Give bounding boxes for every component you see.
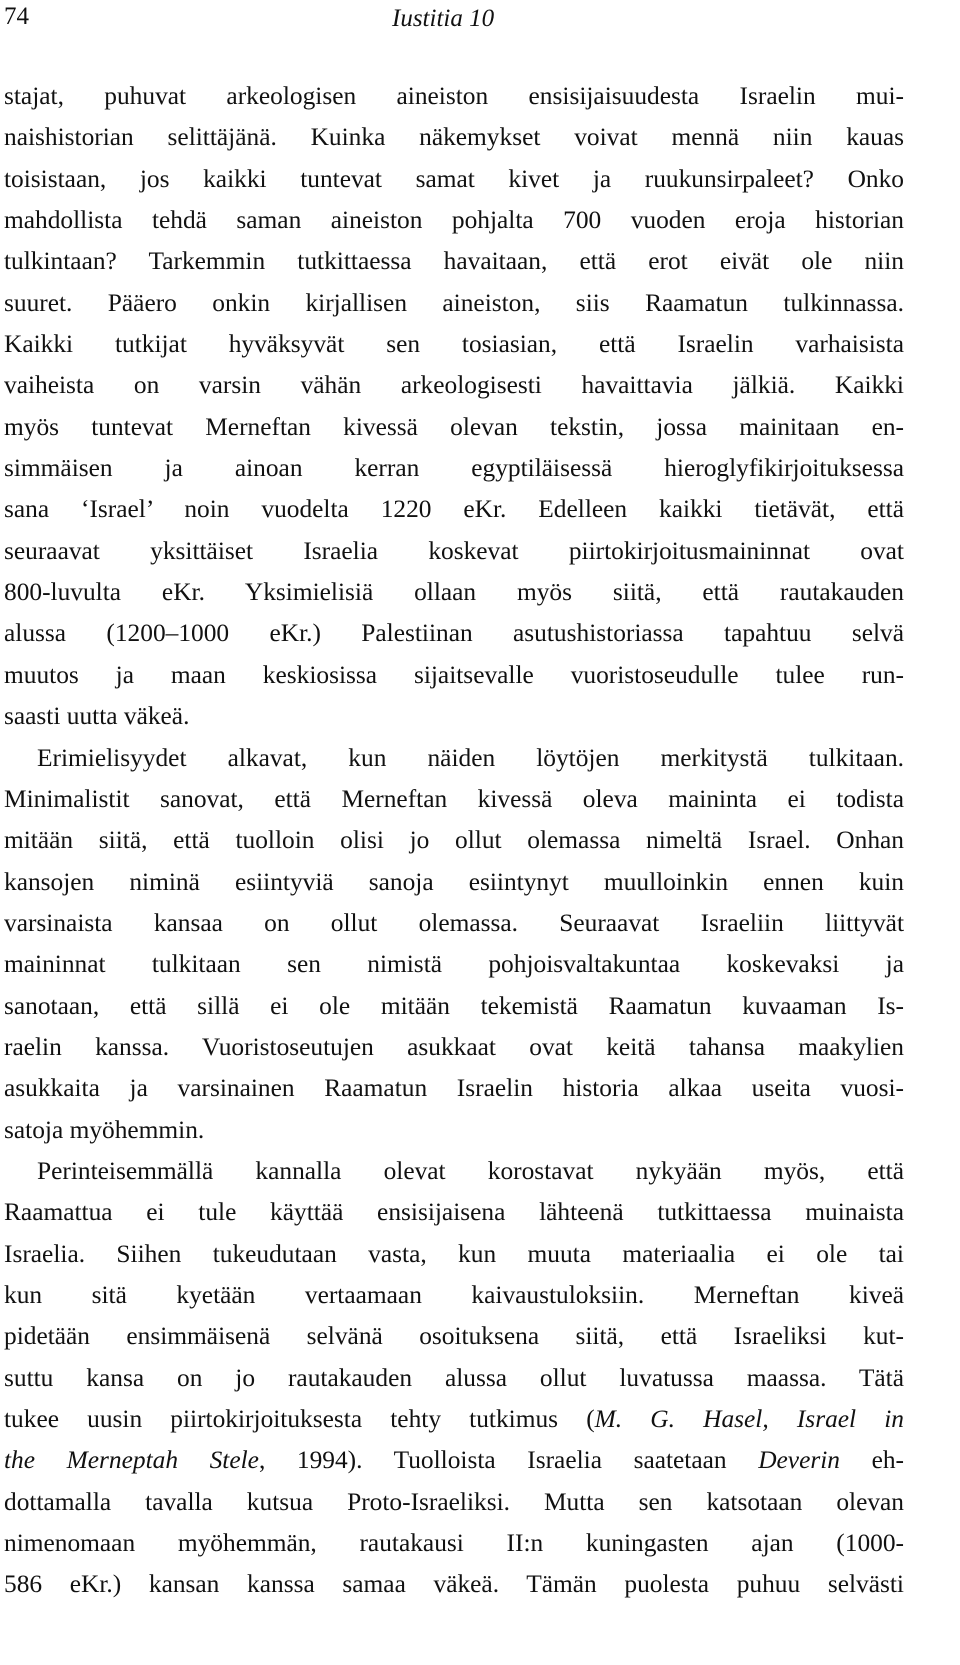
- paragraph-1-line: alussa (1200–1000 eKr.) Palestiinan asutushistoriassa tapahtuu selvä: [4, 619, 904, 648]
- paragraph-1-line: stajat, puhuvat arkeologisen aineiston ensisijaisuudesta Israelin mui-: [4, 82, 904, 110]
- paragraph-1-line: mahdollista tehdä saman aineiston pohjalta 700 vuoden eroja historian: [4, 206, 904, 235]
- paragraph-2-line: kansojen niminä esiintyviä sanoja esiintynyt muulloinkin ennen kuin: [4, 867, 904, 896]
- paragraph-3: [4, 1151, 904, 1606]
- paragraph-2-line: satoja myöhemmin.: [4, 1115, 205, 1144]
- citation-author-title: M. G. Hasel, Israel in: [594, 1405, 904, 1433]
- paragraph-1-line: Kaikki tutkijat hyväksyvät sen tosiasian, että Israelin varhaisista: [4, 330, 904, 359]
- citation-intro: tukee uusin piirtokirjoituksesta tehty tutkimus (: [4, 1405, 595, 1433]
- paragraph-1-line: saasti uutta väkeä.: [4, 702, 190, 731]
- line-end-text: eh-: [839, 1446, 904, 1475]
- paragraph-2-line: asukkaita ja varsinainen Raamatun Israelin historia alkaa useita vuosi-: [4, 1074, 904, 1103]
- paragraph-3-line: suttu kansa on jo rautakauden alussa ollut luvatussa maassa. Tätä: [4, 1363, 904, 1392]
- paragraph-1-line: simmäisen ja ainoan kerran egyptiläisessä hieroglyfikirjoituksessa: [4, 454, 904, 483]
- running-head: Iustitia 10: [392, 5, 495, 32]
- paragraph-2-line: raelin kanssa. Vuoristoseutujen asukkaat ovat keitä tahansa maakylien: [4, 1032, 904, 1061]
- paragraph-3-line: Israelia. Siihen tukeudutaan vasta, kun muuta materiaalia ei ole tai: [4, 1239, 904, 1268]
- paragraph-1: [4, 76, 904, 738]
- paragraph-1-line: 800-luvulta eKr. Yksimielisiä ollaan myös siitä, että rautakauden: [4, 578, 904, 607]
- paragraph-3-line: kun sitä kyetään vertaamaan kaivaustuloksiin. Merneftan kiveä: [4, 1280, 904, 1309]
- paragraph-3-line: pidetään ensimmäisenä selvänä osoituksena siitä, että Israeliksi kut-: [4, 1322, 904, 1351]
- citation-title-cont: the Merneptah Stele: [4, 1446, 259, 1475]
- paragraph-2-line: sanotaan, että sillä ei ole mitään tekemistä Raamatun kuvaaman Is-: [4, 991, 904, 1020]
- paragraph-1-line: seuraavat yksittäiset Israelia koskevat piirtokirjoitusmaininnat ovat: [4, 536, 904, 565]
- paragraph-1-line: muutos ja maan keskiosissa sijaitsevalle vuoristoseudulle tulee run-: [4, 660, 904, 689]
- paragraph-3-line-citation: [4, 1399, 904, 1440]
- paragraph-2: [4, 738, 904, 1151]
- body-text: [4, 76, 904, 1606]
- paragraph-2-line: varsinaista kansaa on ollut olemassa. Seuraavat Israeliin liittyvät: [4, 908, 904, 937]
- author-name-dever: Deverin: [758, 1446, 840, 1475]
- paragraph-3-line: nimenomaan myöhemmän, rautakausi II:n kuningasten ajan (1000-: [4, 1529, 904, 1558]
- paragraph-2-line: Erimielisyydet alkavat, kun näiden löytöjen merkitystä tulkitaan.: [37, 743, 904, 772]
- paragraph-3-line: Perinteisemmällä kannalla olevat korostavat nykyään myös, että: [37, 1156, 904, 1185]
- paragraph-1-line: myös tuntevat Merneftan kivessä olevan tekstin, jossa mainitaan en-: [4, 412, 904, 441]
- page-number: 74: [4, 3, 29, 30]
- paragraph-2-line: mitään siitä, että tuolloin olisi jo ollut olemassa nimeltä Israel. Onhan: [4, 826, 904, 855]
- paragraph-2-line: Minimalistit sanovat, että Merneftan kivessä oleva maininta ei todista: [4, 784, 904, 813]
- paragraph-1-line: tulkintaan? Tarkemmin tutkittaessa havaitaan, että erot eivät ole niin: [4, 247, 904, 276]
- paragraph-1-line: toisistaan, jos kaikki tuntevat samat kivet ja ruukunsirpaleet? Onko: [4, 164, 904, 193]
- paragraph-3-line: dottamalla tavalla kutsua Proto-Israeliksi. Mutta sen katsotaan olevan: [4, 1487, 904, 1516]
- paragraph-1-line: naishistorian selittäjänä. Kuinka näkemykset voivat mennä niin kauas: [4, 123, 904, 152]
- paragraph-3-line: 586 eKr.) kansan kanssa samaa väkeä. Tämän puolesta puhuu selvästi: [4, 1570, 904, 1599]
- paragraph-1-line: sana ‘Israel’ noin vuodelta 1220 eKr. Edelleen kaikki tietävät, että: [4, 495, 904, 524]
- paragraph-3-line-citation-cont: [4, 1440, 904, 1481]
- paragraph-2-line: maininnat tulkitaan sen nimistä pohjoisvaltakuntaa koskevaksi ja: [4, 950, 904, 979]
- paragraph-1-line: suuret. Pääero onkin kirjallisen aineiston, siis Raamatun tulkinnassa.: [4, 288, 904, 317]
- paragraph-1-line: vaiheista on varsin vähän arkeologisesti havaittavia jälkiä. Kaikki: [4, 371, 904, 400]
- paragraph-3-line: Raamattua ei tule käyttää ensisijaisena lähteenä tutkittaessa muinaista: [4, 1198, 904, 1227]
- citation-year-text: , 1994). Tuolloista Israelia saatetaan: [258, 1446, 759, 1475]
